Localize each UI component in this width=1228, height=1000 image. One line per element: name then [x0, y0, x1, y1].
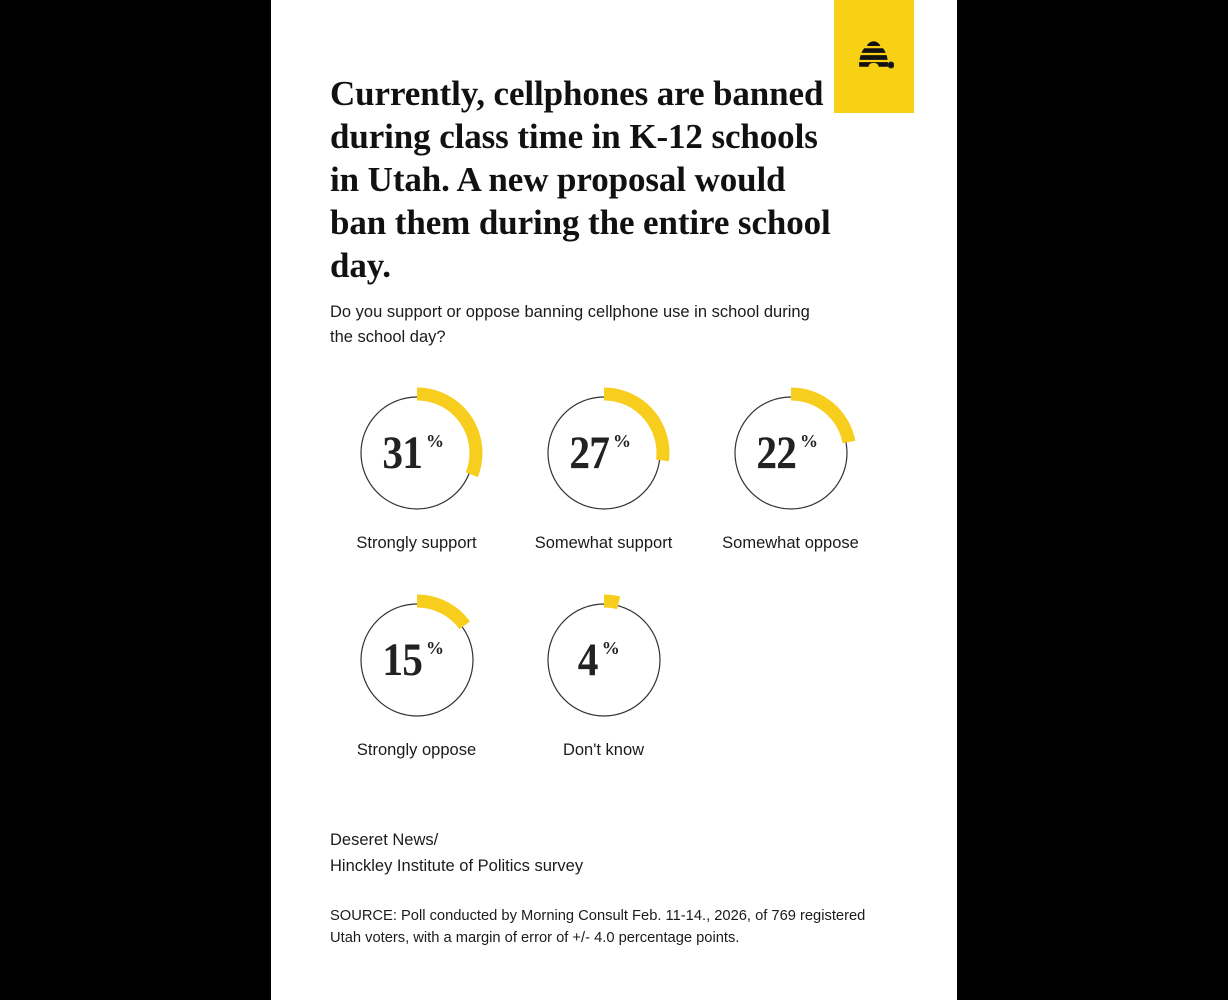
donut-gauge	[716, 378, 866, 528]
gauge-label: Strongly oppose	[356, 741, 477, 759]
percent-symbol: %	[613, 430, 631, 451]
gauge-value	[342, 378, 492, 528]
attribution-line-1: Deseret News/	[330, 831, 439, 849]
attribution-line-2: Hinckley Institute of Politics survey	[330, 856, 584, 875]
source-note: SOURCE: Poll conducted by Morning Consult Feb. 11-14., 2026, of 769 registered Utah voters, with a margin of error of +/- 4.0 percentage points.	[330, 908, 866, 946]
donut-gauge	[342, 378, 492, 528]
infographic-card	[271, 0, 957, 1000]
gauge-label: Somewhat oppose	[722, 534, 859, 552]
gauge-dont-know	[510, 585, 697, 760]
gauge-value	[342, 585, 492, 735]
gauge-empty-slot	[697, 585, 884, 760]
gauge-label: Strongly support	[356, 534, 477, 552]
gauge-value	[529, 585, 679, 735]
gauge-chart-group	[323, 378, 923, 760]
survey-question: Do you support or oppose banning cellphone use in school during the school day?	[330, 303, 810, 346]
attribution	[330, 828, 890, 879]
percent-symbol: %	[800, 430, 818, 451]
gauge-number: 22	[756, 426, 796, 479]
gauge-value	[529, 378, 679, 528]
gauge-strongly-support	[323, 378, 510, 553]
percent-symbol: %	[601, 637, 620, 658]
beehive-icon	[854, 41, 894, 73]
gauge-label: Somewhat support	[534, 534, 673, 552]
gauge-number: 15	[382, 633, 422, 686]
percent-symbol: %	[426, 637, 444, 658]
gauge-value	[716, 378, 866, 528]
percent-symbol: %	[426, 430, 444, 451]
gauge-number: 27	[569, 426, 609, 479]
gauge-number: 31	[382, 426, 422, 479]
deseret-news-logo-badge	[834, 0, 914, 113]
gauge-label: Don't know	[562, 741, 645, 759]
gauge-row-1	[323, 378, 923, 553]
gauge-strongly-oppose	[323, 585, 510, 760]
gauge-somewhat-oppose	[697, 378, 884, 553]
donut-gauge	[342, 585, 492, 735]
donut-gauge	[529, 378, 679, 528]
gauge-row-2	[323, 585, 923, 760]
page-title: Currently, cellphones are banned during class time in K-12 schools in Utah. A new proposal would ban them during the entire school day.	[330, 74, 831, 285]
gauge-somewhat-support	[510, 378, 697, 553]
gauge-number: 4	[577, 633, 598, 686]
donut-gauge	[529, 585, 679, 735]
